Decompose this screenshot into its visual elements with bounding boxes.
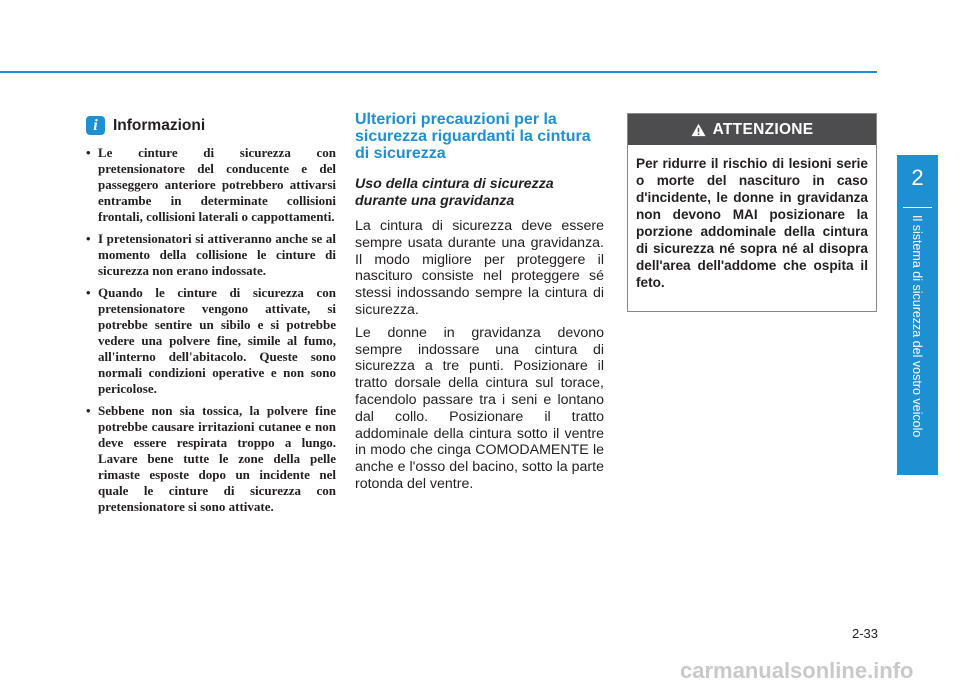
- info-bullet-list: [86, 145, 336, 515]
- info-bullet: • Quando le cinture di sicurezza con pretensionatore vengono attivate, si potrebbe sentire un sibilo e si potrebbe vedere una polvere fine, simile al fumo, all'interno dell'abitacolo. Queste sono normali condizioni operative e non sono pericolose.: [86, 285, 336, 397]
- info-bullet: • Le cinture di sicurezza con pretensionatore del conducente e del passeggero anteriore potrebbero attivarsi entrambe in determinate collisioni frontali, collisioni laterali o cappottamenti.: [86, 145, 336, 225]
- warning-label: ATTENZIONE: [712, 120, 814, 138]
- section-paragraph: La cintura di sicurezza deve essere sempre usata durante una gravidanza. Il modo migliore per proteggere il nascituro consiste nel proteggere sé stessi indossando sempre la cintura di sicurezza.: [355, 218, 604, 318]
- chapter-tab: [897, 155, 938, 475]
- page-number: 2-33: [851, 626, 878, 641]
- header-rule: [0, 71, 877, 73]
- warning-text: Per ridurre il rischio di lesioni serie o morte del nascituro in caso d'incidente, le donne in gravidanza non devono MAI posizionare la porzione addominale della cintura di sicurezza né sopra né al disopra dell'area dell'addome che ospita il feto.: [636, 156, 868, 290]
- info-header: [86, 116, 336, 135]
- chapter-divider: [903, 207, 932, 208]
- info-title: Informazioni: [113, 116, 206, 134]
- chapter-number: 2: [911, 165, 924, 190]
- info-panel: [86, 116, 336, 521]
- info-bullet: • I pretensionatori si attiveranno anche se al momento della collisione le cinture di sicurezza non erano indossate.: [86, 231, 336, 279]
- info-icon: i: [86, 116, 105, 135]
- main-section: [355, 111, 604, 499]
- warning-header: [628, 114, 876, 145]
- section-paragraph: Le donne in gravidanza devono sempre indossare una cintura di sicurezza a tre punti. Posizionare il tratto dorsale della cintura sul torace, facendolo passare tra i seni e lontano dal collo. Posizionare il tratto addominale della cintura sotto il ventre in modo che cinga COMODAMENTE le anche e l'osso del bacino, sotto la parte rotonda del ventre.: [355, 324, 604, 492]
- info-bullet: • Sebbene non sia tossica, la polvere fine potrebbe causare irritazioni cutanee e non deve essere respirata troppo a lungo. Lavare bene tutte le zone della pelle rimaste esposte dopo un incidente nel quale le cinture di sicurezza con pretensionatore si sono attivate.: [86, 403, 336, 515]
- section-title: Ulteriori precauzioni per la sicurezza riguardanti la cintura di sicurezza: [355, 111, 591, 162]
- warning-triangle-icon: [691, 123, 706, 137]
- section-subtitle: Uso della cintura di sicurezza durante una gravidanza: [355, 176, 554, 209]
- watermark: carmanualsonline.info: [680, 658, 914, 683]
- chapter-title: Il sistema di sicurezza del vostro veicolo: [910, 215, 924, 438]
- warning-box: [627, 113, 877, 312]
